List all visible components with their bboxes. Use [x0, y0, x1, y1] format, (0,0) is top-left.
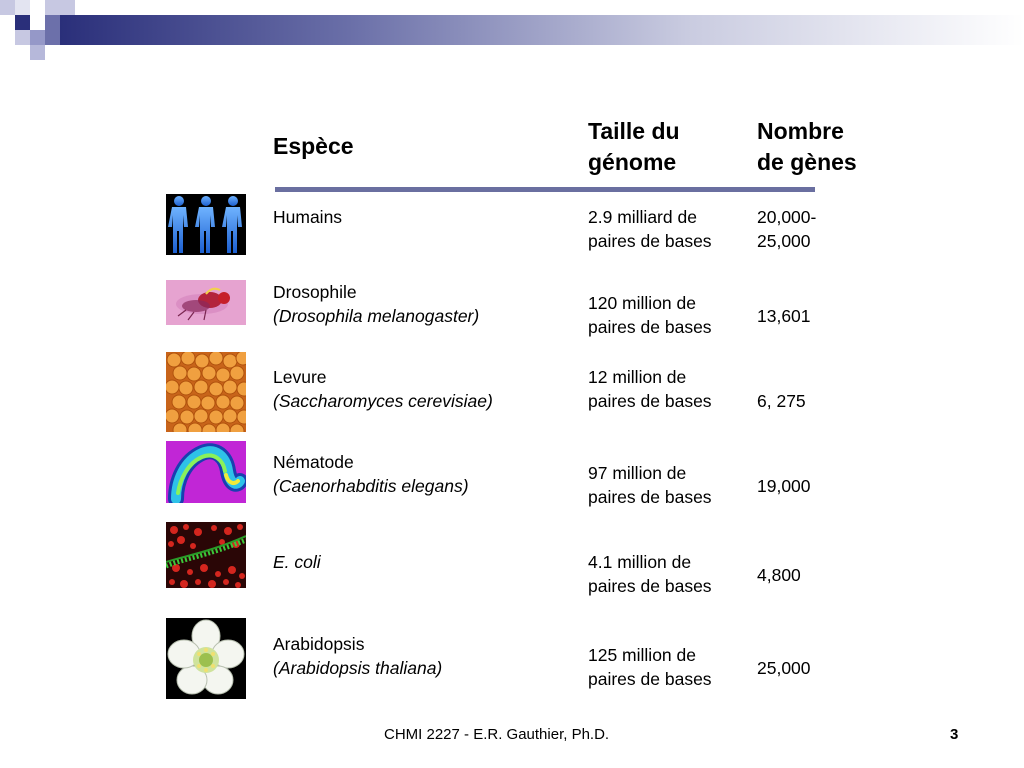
species-name: Levure (Saccharomyces cerevisiae) — [273, 367, 493, 411]
species-latin-name: (Drosophila melanogaster) — [273, 306, 480, 326]
footer-text: CHMI 2227 - E.R. Gauthier, Ph.D. — [384, 726, 610, 743]
species-name: Nématode (Caenorhabditis elegans) — [273, 452, 469, 496]
decor-square — [60, 0, 75, 15]
species-name: Humains — [273, 207, 343, 227]
fruit-fly-image — [166, 280, 246, 325]
title-banner — [60, 15, 1024, 45]
decor-square — [15, 15, 30, 30]
gene-count: 25,000 — [757, 658, 811, 678]
species-name: E. coli — [273, 552, 321, 572]
decor-square — [30, 45, 45, 60]
page-number: 3 — [950, 726, 959, 743]
header-genome-size: Taille du génome — [588, 118, 680, 175]
e-coli-bacteria-image — [166, 522, 246, 588]
gene-count: 4,800 — [757, 565, 801, 585]
header-rule — [275, 187, 815, 192]
genome-size: 97 million de paires de bases — [588, 463, 712, 507]
species-latin-name: (Caenorhabditis elegans) — [273, 476, 469, 496]
header-gene-count: Nombre de gènes — [757, 118, 857, 175]
genome-size: 120 million de paires de bases — [588, 293, 712, 337]
genome-size: 12 million de paires de bases — [588, 367, 712, 411]
genome-size: 2.9 milliard de paires de bases — [588, 207, 712, 251]
nematode-worm-image — [166, 441, 246, 503]
yeast-cells-image — [166, 352, 246, 432]
decor-square — [15, 30, 30, 45]
decor-square — [15, 0, 30, 15]
arabidopsis-flower-image — [166, 618, 246, 699]
gene-count: 13,601 — [757, 306, 811, 326]
header-species: Espèce — [273, 133, 354, 159]
species-name: Arabidopsis (Arabidopsis thaliana) — [273, 634, 443, 678]
decor-square — [30, 30, 45, 45]
genome-size: 4.1 million de paires de bases — [588, 552, 712, 596]
decor-square — [30, 15, 45, 30]
species-latin-name: (Arabidopsis thaliana) — [273, 658, 443, 678]
humans-silhouette-image — [166, 194, 246, 255]
species-latin-name: (Saccharomyces cerevisiae) — [273, 391, 493, 411]
species-name: Drosophile (Drosophila melanogaster) — [273, 282, 480, 326]
decor-square — [45, 0, 60, 15]
decor-square — [45, 15, 60, 45]
genome-size: 125 million de paires de bases — [588, 645, 712, 689]
gene-count: 6, 275 — [757, 391, 806, 411]
gene-count: 20,000- 25,000 — [757, 207, 817, 251]
gene-count: 19,000 — [757, 476, 811, 496]
decor-square — [0, 0, 15, 15]
